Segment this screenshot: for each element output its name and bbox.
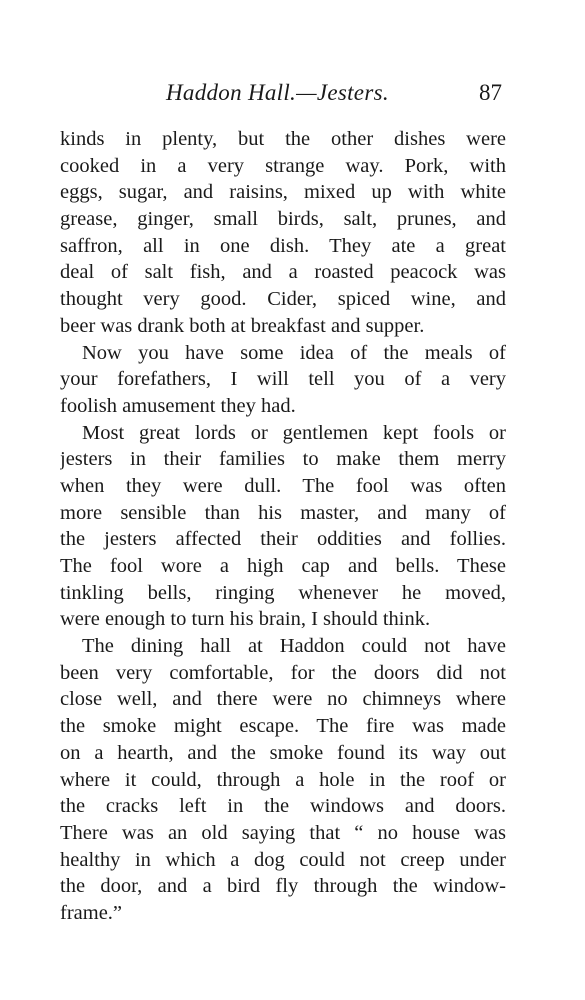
text-line: close well, and there were no chimneys where [60, 688, 506, 711]
text-line: grease, ginger, small birds, salt, prunes, and [60, 208, 506, 231]
text-line: eggs, sugar, and raisins, mixed up with white [60, 181, 506, 204]
page-number: 87 [479, 80, 502, 105]
text-line: cooked in a very strange way. Pork, with [60, 154, 506, 177]
text-line: more sensible than his master, and many of [60, 501, 506, 524]
text-line: deal of salt fish, and a roasted peacock was [60, 261, 506, 284]
text-line: the cracks left in the windows and doors. [60, 795, 506, 818]
text-line: healthy in which a dog could not creep under [60, 848, 506, 871]
text-line: tinkling bells, ringing whenever he moved, [60, 581, 506, 604]
text-line: were enough to turn his brain, I should think. [60, 608, 431, 631]
text-line: thought very good. Cider, spiced wine, and [60, 288, 506, 311]
text-line: foolish amusement they had. [60, 394, 296, 417]
text-line: on a hearth, and the smoke found its way out [60, 741, 506, 764]
text-line: The dining hall at Haddon could not have [82, 635, 506, 658]
text-line: your forefathers, I will tell you of a very [60, 368, 506, 391]
text-line: beer was drank both at breakfast and supper. [60, 314, 425, 337]
text-line: the jesters affected their oddities and follies. [60, 528, 506, 551]
text-line: The fool wore a high cap and bells. These [60, 555, 506, 577]
text-line: jesters in their families to make them merry [60, 448, 506, 471]
running-head [60, 80, 506, 112]
text-line: where it could, through a hole in the roof or [60, 768, 506, 791]
text-line: the door, and a bird fly through the window- [60, 875, 506, 898]
text-line: kinds in plenty, but the other dishes were [60, 128, 506, 150]
text-line: frame.” [60, 901, 123, 924]
text-line: Most great lords or gentlemen kept fools or [82, 421, 506, 444]
running-title: Haddon Hall.—Jesters. [166, 80, 389, 105]
text-line: been very comfortable, for the doors did not [60, 661, 506, 684]
body-text [60, 126, 506, 927]
text-line: There was an old saying that “ no house was [60, 821, 506, 844]
text-line: the smoke might escape. The fire was made [60, 715, 506, 738]
text-line: saffron, all in one dish. They ate a great [60, 234, 506, 257]
text-line: when they were dull. The fool was often [60, 474, 506, 497]
text-line: Now you have some idea of the meals of [82, 341, 506, 364]
